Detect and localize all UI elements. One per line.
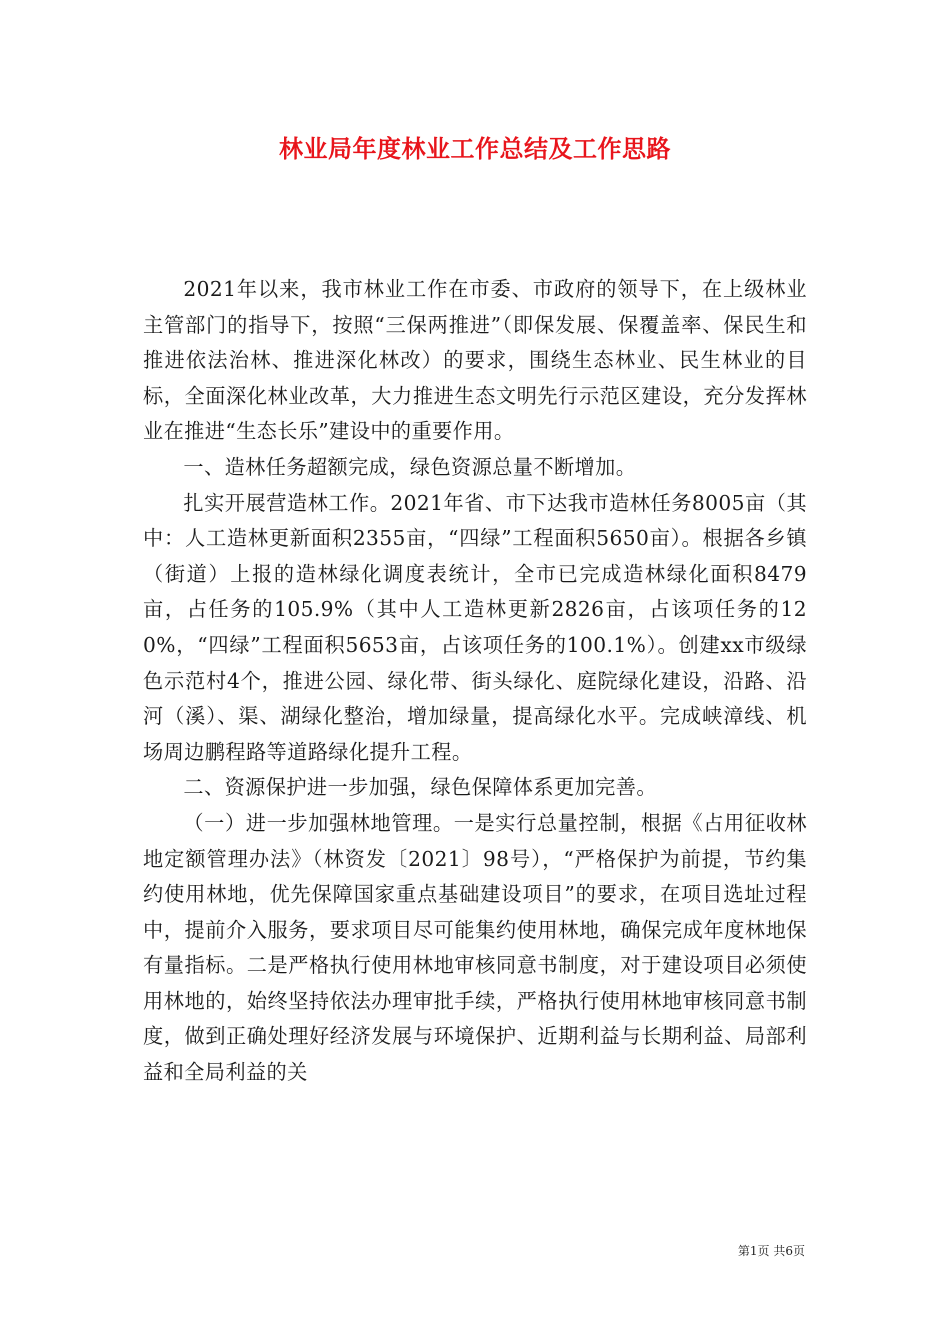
paragraph-forest-land-management: （一）进一步加强林地管理。一是实行总量控制，根据《占用征收林地定额管理办法》（林资发〔2021〕98号），“严格保护为前提，节约集约使用林地，优先保障国家重点基础建设项目”的要求，在项目选址过程中，提前介入服务，要求项目尽可能集约使用林地，确保完成年度林地保有量指标。二是严格执行使用林地审核同意书制度，对于建设项目必须使用林地的，始终坚持依法办理审批手续，严格执行使用林地审核同意书制度，做到正确处理好经济发展与环境保护、近期利益与长期利益、局部利益和全局利益的关 [143, 810, 807, 1085]
page-number: 第1页 共6页 [737, 1244, 805, 1258]
document-title: 林业局年度林业工作总结及工作思路 [279, 135, 671, 163]
paragraph-intro: 2021年以来，我市林业工作在市委、市政府的领导下，在上级林业主管部门的指导下，按照“三保两推进”（即保发展、保覆盖率、保民生和推进依法治林、推进深化林改）的要求，围绕生态林业、民生林业的目标，全面深化林业改革，大力推进生态文明先行示范区建设，充分发挥林业在推进“生态长乐”建设中的重要作用。 [143, 277, 807, 444]
section-heading-2: 二、资源保护进一步加强，绿色保障体系更加完善。 [183, 775, 657, 800]
document-body [143, 272, 807, 1091]
paragraph-afforestation: 扎实开展营造林工作。2021年省、市下达我市造林任务8005亩（其中：人工造林更新面积2355亩，“四绿”工程面积5650亩）。根据各乡镇（街道）上报的造林绿化调度表统计，全市已完成造林绿化面积8479亩，占任务的105.9%（其中人工造林更新2826亩，占该项任务的120%，“四绿”工程面积5653亩，占该项任务的100.1%）。创建xx市级绿色示范村4个，推进公园、绿化带、街头绿化、庭院绿化建设，沿路、沿河（溪）、渠、湖绿化整治，增加绿量，提高绿化水平。完成峡漳线、机场周边鹏程路等道路绿化提升工程。 [143, 490, 807, 764]
section-heading-1: 一、造林任务超额完成，绿色资源总量不断增加。 [183, 454, 637, 479]
